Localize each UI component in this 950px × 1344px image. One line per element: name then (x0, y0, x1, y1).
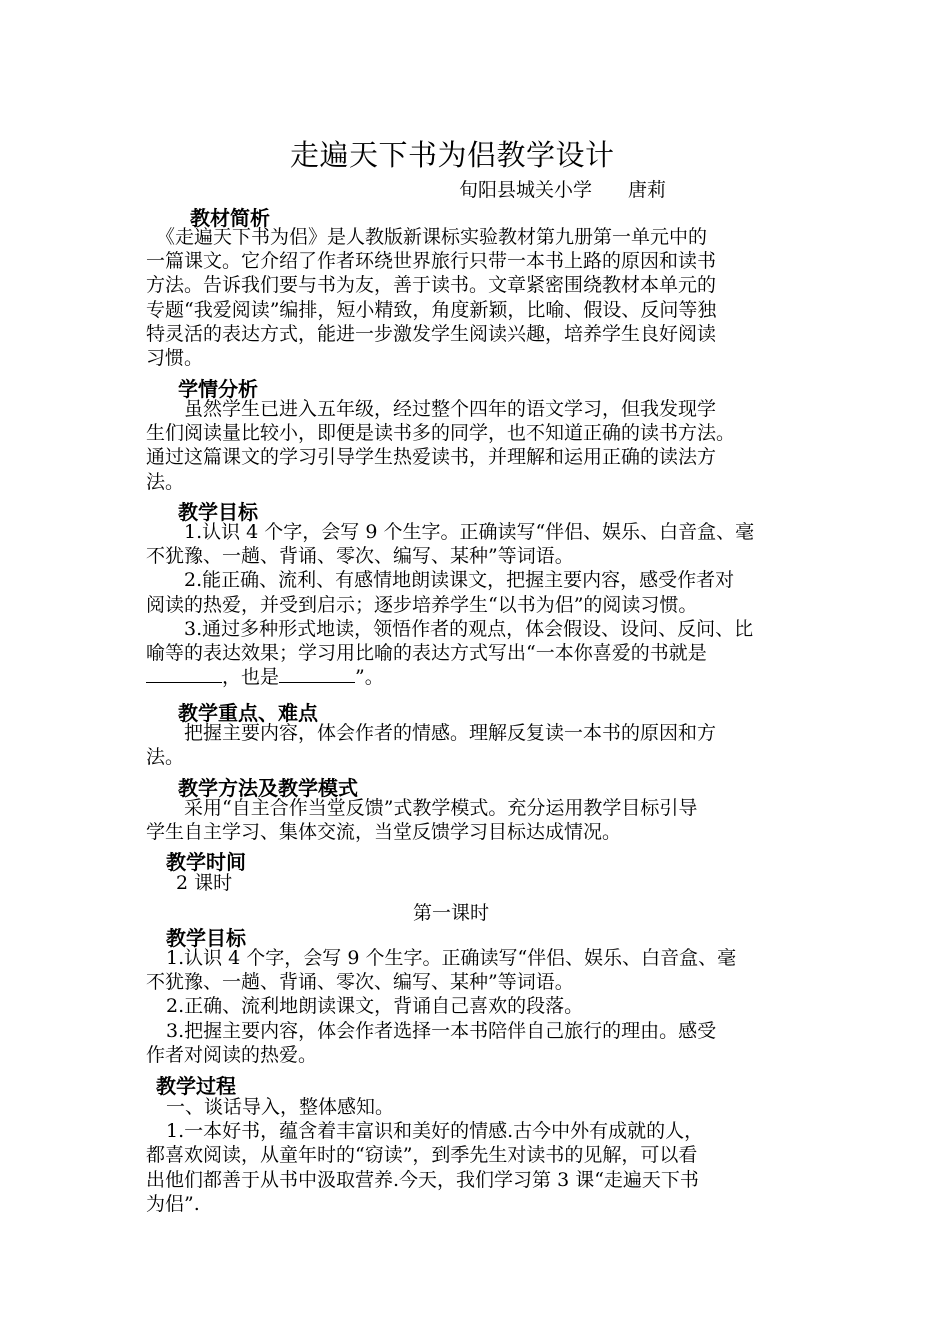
text-line: 1.一本好书，蕴含着丰富识和美好的情感.古今中外有成就的人， (166, 1120, 704, 1143)
text-line: 方法。告诉我们要与书为友，善于读书。文章紧密围绕教材本单元的 (146, 274, 717, 297)
text-line: 不犹豫、一趟、背诵、零次、编写、某种”等词语。 (146, 971, 574, 994)
heading-students: 学情分析 (178, 377, 258, 401)
fill-in-line: ，也是 ”。 (146, 665, 812, 689)
text-line: 为侣”. (146, 1192, 200, 1215)
text-line: 通过这篇课文的学习引导学生热爱读书，并理解和运用正确的读法方 (146, 446, 717, 469)
paragraph-key-points (146, 721, 812, 769)
paragraph-methods (146, 796, 812, 844)
text-line: 生们阅读量比较小，即便是读书多的同学，也不知道正确的读书方法。 (146, 422, 736, 445)
text-line: 《走遍天下书为侣》是人教版新课标实验教材第九册第一单元中的 (156, 226, 708, 248)
heading-time: 教学时间 (166, 850, 246, 874)
heading-lesson-goals: 教学目标 (166, 926, 246, 950)
text-line: 阅读的热爱，并受到启示；逐步培养学生“以书为侣”的阅读习惯。 (146, 593, 698, 616)
text-line: 喻等的表达效果；学习用比喻的表达方式写出“一本你喜爱的书就是 (146, 641, 707, 664)
text-line: 特灵活的表达方式，能进一步激发学生阅读兴趣，培养学生良好阅读 (146, 322, 717, 345)
blank-1 (146, 666, 222, 683)
text-line: 作者对阅读的热爱。 (146, 1043, 318, 1066)
lesson-title: 第一课时 (413, 902, 490, 924)
text-line: 一篇课文。它介绍了作者环绕世界旅行只带一本书上路的原因和读书 (146, 250, 717, 273)
paragraph-lesson-goals (146, 946, 812, 1067)
text-line: 把握主要内容，体会作者的情感。理解反复读一本书的原因和方 (184, 722, 717, 744)
text-line: 虽然学生已进入五年级，经过整个四年的语文学习，但我发现学 (184, 398, 717, 420)
heading-goals: 教学目标 (178, 500, 258, 524)
paragraph-goals (146, 520, 812, 689)
paragraph-material (146, 225, 812, 370)
text-line: 习惯。 (146, 346, 204, 369)
text-line: 3.通过多种形式地读，领悟作者的观点，体会假设、设问、反问、比 (184, 617, 754, 640)
author-name: 唐莉 (628, 179, 667, 201)
text-line: 2.正确、流利地朗读课文，背诵自己喜欢的段落。 (166, 995, 584, 1018)
heading-key-points: 教学重点、难点 (178, 701, 318, 725)
author-school: 旬阳县城关小学 (459, 179, 593, 201)
heading-material: 教材简析 (190, 206, 270, 230)
text-line: 1.认识 4 个字，会写 9 个生字。正确读写“伴侣、娱乐、白音盒、毫 (166, 947, 737, 969)
text-line: 都喜欢阅读，从童年时的“窃读”，到季先生对读书的见解，可以看 (146, 1144, 698, 1167)
text-line: 不犹豫、一趟、背诵、零次、编写、某种”等词语。 (146, 545, 574, 568)
heading-process: 教学过程 (156, 1074, 236, 1098)
document-title: 走遍天下书为侣教学设计 (290, 138, 615, 172)
text-line: 学生自主学习、集体交流，当堂反馈学习目标达成情况。 (146, 821, 622, 844)
paragraph-students (146, 397, 812, 494)
text-line: 一、谈话导入，整体感知。 (166, 1096, 395, 1118)
text-line: 专题“我爱阅读”编排，短小精致，角度新颖，比喻、假设、反问等独 (146, 298, 717, 321)
text-line: 法。 (146, 470, 185, 493)
heading-methods: 教学方法及教学模式 (178, 776, 358, 800)
text-line: 1.认识 4 个字，会写 9 个生字。正确读写“伴侣、娱乐、白音盒、毫 (184, 521, 755, 543)
text-line: 2.能正确、流利、有感情地朗读课文，把握主要内容，感受作者对 (184, 569, 735, 592)
text-line: 出他们都善于从书中汲取营养.今天，我们学习第 3 课“走遍天下书 (146, 1168, 699, 1191)
paragraph-process (146, 1095, 812, 1216)
author-line (459, 175, 666, 202)
text-line: 3.把握主要内容，体会作者选择一本书陪伴自己旅行的理由。感受 (166, 1019, 717, 1042)
paragraph-time (176, 871, 476, 895)
text-line: 法。 (146, 746, 185, 769)
blank-2 (279, 666, 355, 683)
time-value: 2 课时 (176, 872, 233, 894)
text-line: 采用“自主合作当堂反馈”式教学模式。充分运用教学目标引导 (184, 797, 698, 819)
